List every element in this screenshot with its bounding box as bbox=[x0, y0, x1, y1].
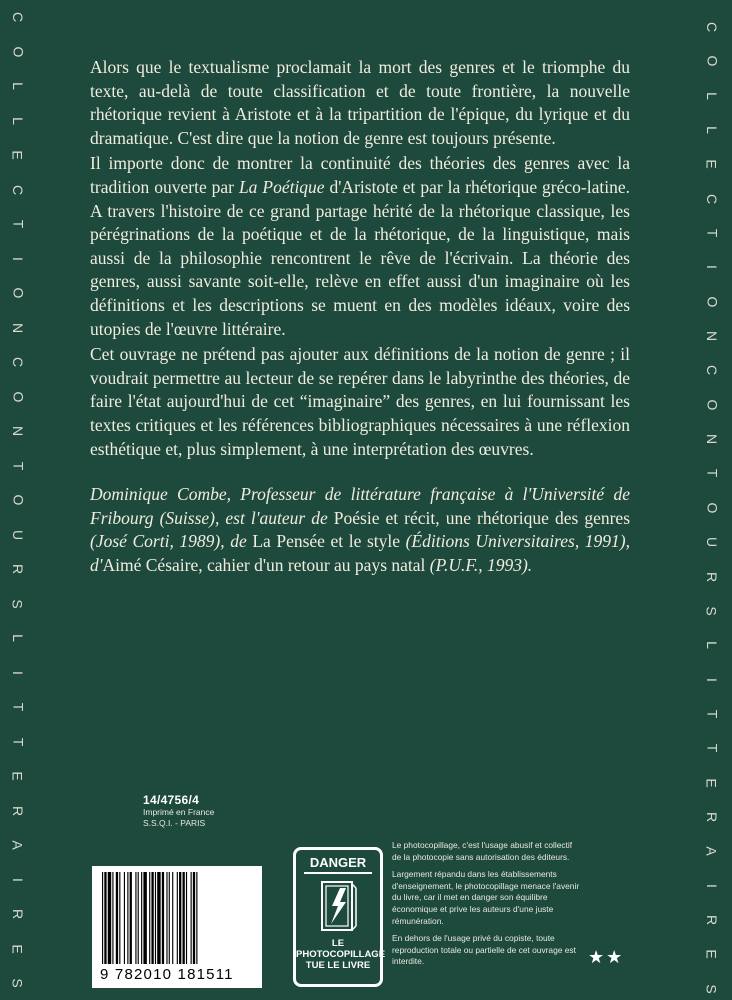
spine-letter: I bbox=[703, 677, 720, 682]
author-bio: Dominique Combe, Professeur de littérature française à l'Université de Fribourg (Suisse), est l'auteur de Poésie et récit, une rhétorique des genres (José Corti, 1989), de La Pensée et le style (Éditions Universitaires, 1991), d'Aimé Césaire, cahier d'un retour au pays natal (P.U.F., 1993). bbox=[90, 484, 630, 575]
spine-letter: T bbox=[704, 709, 720, 719]
spine-letter: L bbox=[9, 116, 26, 125]
danger-caption-1: LE bbox=[331, 938, 345, 949]
spine-letter: E bbox=[704, 159, 720, 170]
spine-letter: S bbox=[704, 606, 720, 616]
spine-letter: I bbox=[703, 883, 720, 888]
spine-letter: N bbox=[10, 322, 26, 333]
spine-letter: R bbox=[704, 811, 720, 822]
spine-letter: R bbox=[704, 571, 720, 582]
back-cover-text bbox=[90, 56, 630, 579]
spine-letter: R bbox=[10, 805, 26, 816]
stars-mark: ★★ bbox=[588, 947, 625, 968]
photocopy-warning bbox=[392, 840, 580, 974]
spine-letter: O bbox=[703, 55, 720, 67]
print-number: 14/4756/4 bbox=[143, 793, 200, 807]
spine-letter: L bbox=[9, 634, 26, 642]
spine-letter: A bbox=[704, 846, 720, 856]
spine-letter: O bbox=[703, 502, 720, 514]
barcode-digits: 9 782010 181511 bbox=[100, 966, 234, 983]
spine-letter: T bbox=[10, 702, 26, 712]
spine-letter: O bbox=[9, 46, 26, 57]
spine-letter: C bbox=[10, 184, 26, 195]
spine-letter: L bbox=[703, 126, 720, 134]
spine-letter: R bbox=[10, 908, 26, 920]
spine-letter: R bbox=[704, 914, 720, 925]
danger-title: DANGER bbox=[304, 855, 372, 874]
spine-letter: S bbox=[10, 598, 26, 609]
spine-letter: I bbox=[9, 877, 26, 882]
spine-letter: C bbox=[704, 21, 720, 33]
spine-letter: S bbox=[10, 978, 26, 988]
spine-letter: A bbox=[10, 840, 26, 850]
spine-letter: E bbox=[704, 777, 720, 788]
spine-letter: I bbox=[703, 265, 720, 270]
spine-letter: T bbox=[10, 737, 26, 746]
danger-caption-3: TUE LE LIVRE bbox=[305, 960, 371, 971]
spine-letter: I bbox=[9, 670, 26, 675]
spine-letter: O bbox=[703, 296, 720, 308]
paragraph-1: Alors que le textualisme proclamait la mort des genres et le triomphe du texte, au-delà de toute classification et de toute frontière, la nouvelle rhétorique revient à Aristote et à la tripartition de l'épique, du lyrique et du dramatique. C'est dire que la notion de genre est toujours présente. bbox=[90, 57, 630, 148]
spine-letter: S bbox=[704, 983, 720, 994]
spine-letter: C bbox=[704, 365, 720, 376]
spine-letter: T bbox=[704, 469, 720, 478]
spine-letter: T bbox=[704, 228, 720, 238]
danger-caption-2: PHOTOCOPILLAGE bbox=[296, 949, 386, 960]
book-lightning-icon bbox=[316, 878, 360, 936]
print-code bbox=[143, 793, 214, 829]
spine-letter: N bbox=[704, 331, 720, 342]
spine-letter: R bbox=[10, 563, 26, 575]
spine-letter: L bbox=[9, 82, 26, 90]
spine-letter: C bbox=[10, 11, 26, 23]
spine-letter: L bbox=[703, 91, 720, 100]
spine-letter: N bbox=[10, 425, 26, 437]
isbn-barcode bbox=[92, 866, 262, 988]
spine-letter: E bbox=[10, 943, 26, 954]
spine-letter: O bbox=[9, 494, 26, 506]
spine-letter: T bbox=[704, 743, 720, 753]
warning-p3: En dehors de l'usage privé du copiste, toute reproduction totale ou partielle de cet ouvrage est interdite. bbox=[392, 933, 576, 967]
spine-letter: I bbox=[9, 256, 26, 261]
warning-p2: Largement répandu dans les établissements d'enseignement, le photocopillage menace l'avenir du livre, car il met en danger son équilibre économique et prive les auteurs d'une juste rémunération. bbox=[392, 869, 580, 926]
spine-letter: N bbox=[704, 434, 720, 445]
paragraph-3: Cet ouvrage ne prétend pas ajouter aux définitions de la notion de genre ; il voudrait permettre au lecteur de se repérer dans le labyrinthe des théories, de faire l'état aujourd'hui de cet “imaginaire” des genres, en lui fournissant les textes critiques et les références bibliographiques nécessaires à une réflexion esthétique et, plus simplement, à une interprétation des œuvres. bbox=[90, 344, 630, 459]
danger-photocopillage-logo bbox=[293, 847, 386, 987]
spine-letter: O bbox=[9, 391, 26, 402]
spine-letter: E bbox=[10, 771, 26, 781]
spine-letter: T bbox=[10, 461, 26, 470]
spine-letter: C bbox=[704, 193, 720, 204]
spine-letter: U bbox=[10, 529, 26, 540]
paragraph-2: Il importe donc de montrer la continuité des théories des genres avec la tradition ouverte par La Poétique d'Aristote et par la rhétorique gréco-latine. A travers l'histoire de ce grand partage hérité de la rhétorique classique, les pérégrinations de la poétique et de la rhétorique, de la linguistique, mais aussi de la philosophie rencontrent le rêve de l'écrivain. La théorie des genres, aussi savante soit-elle, relève en effet aussi d'un imaginaire où les définitions et les descriptions se muent en des modèles idéaux, voire des utopies de l'œuvre littéraire. bbox=[90, 153, 630, 339]
spine-letter: T bbox=[10, 219, 26, 229]
spine-right-collection-title bbox=[700, 0, 724, 1000]
printed-in: Imprimé en France bbox=[143, 807, 215, 817]
warning-p1: Le photocopillage, c'est l'usage abusif et collectif de la photocopie sans autorisation des éditeurs. bbox=[392, 840, 573, 862]
spine-letter: O bbox=[703, 399, 720, 411]
spine-letter: O bbox=[9, 287, 26, 299]
barcode-bars bbox=[100, 872, 254, 964]
spine-letter: L bbox=[703, 641, 720, 650]
spine-letter: E bbox=[704, 949, 720, 959]
spine-letter: U bbox=[704, 537, 720, 548]
printer: S.S.Q.I. - PARIS bbox=[143, 818, 206, 828]
spine-left-collection-title bbox=[6, 0, 30, 1000]
spine-letter: C bbox=[10, 356, 26, 368]
spine-letter: E bbox=[10, 150, 26, 160]
